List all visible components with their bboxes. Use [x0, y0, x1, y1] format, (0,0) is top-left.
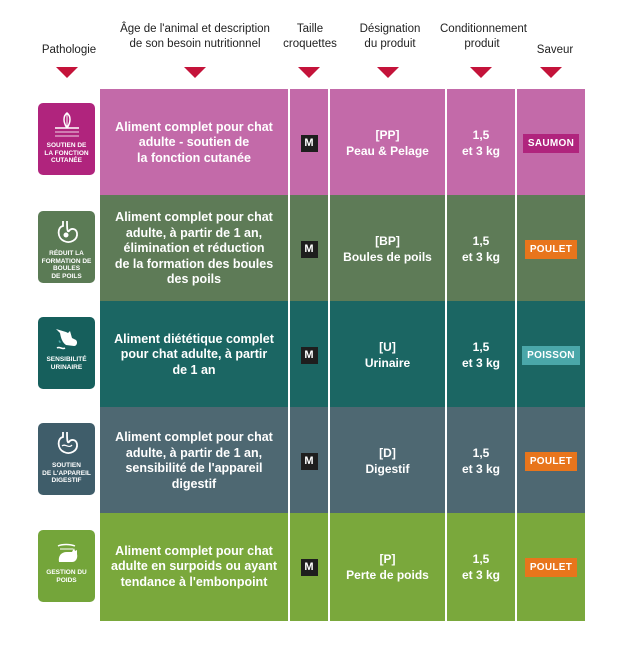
cat-weight-icon: [38, 530, 95, 602]
size-cell: [290, 513, 328, 621]
size-badge: M: [301, 241, 318, 258]
header-pathologie-text: Pathologie: [41, 44, 97, 56]
table-row: [100, 89, 585, 197]
table-row: [100, 407, 585, 515]
flavor-badge: POULET: [525, 452, 577, 471]
header-taille: [282, 22, 338, 52]
packaging: 1,5 et 3 kg: [461, 340, 500, 370]
flavor-cell: [517, 301, 585, 409]
header-conditionnement: [440, 22, 527, 52]
size-badge: M: [301, 135, 318, 152]
flavor-cell: [517, 407, 585, 515]
arrow-down-icon: [56, 67, 78, 78]
product-name: [U] Urinaire: [364, 340, 411, 370]
description: Aliment complet pour chat adulte, à partir de 1 an, sensibilité de l'appareil digestif: [115, 430, 273, 491]
table-row: [100, 195, 585, 303]
header-saveur-text: Saveur: [536, 44, 574, 56]
description: Aliment diététique complet pour chat adulte, à partir de 1 an: [114, 331, 274, 377]
header-age: [115, 22, 275, 52]
header-age-text: Âge de l'animal et description de son besoin nutritionnel: [120, 23, 270, 50]
packaging: 1,5 et 3 kg: [461, 552, 500, 582]
flavor-cell: [517, 195, 585, 303]
flavor-cell: [517, 513, 585, 621]
packaging: 1,5 et 3 kg: [461, 128, 500, 158]
flavor-badge: POULET: [525, 558, 577, 577]
table-row: [100, 301, 585, 409]
size-cell: [290, 89, 328, 197]
stomach-icon: [38, 211, 95, 283]
size-cell: [290, 301, 328, 409]
arrow-down-icon: [184, 67, 206, 78]
header-pathologie: [40, 43, 98, 58]
cat-glyph: [52, 324, 82, 354]
product-name: [BP] Boules de poils: [343, 234, 432, 264]
digestive-icon: [38, 423, 95, 495]
product-name: [D] Digestif: [365, 446, 410, 476]
header-conditionnement-text: Conditionnement produit: [440, 23, 527, 50]
header-designation: [345, 22, 435, 52]
arrow-down-icon: [377, 67, 399, 78]
header-designation-text: Désignation du produit: [359, 23, 421, 50]
product-name: [P] Perte de poids: [346, 552, 429, 582]
arrow-down-icon: [470, 67, 492, 78]
header-saveur: [525, 43, 585, 58]
size-badge: M: [301, 559, 318, 576]
flavor-badge: SAUMON: [523, 134, 579, 153]
stomach-glyph: [53, 218, 81, 248]
flavor-cell: [517, 89, 585, 197]
packaging: 1,5 et 3 kg: [461, 446, 500, 476]
cat-urinary-icon: [38, 317, 95, 389]
icon-label: SOUTIEN DE L'APPAREIL DIGESTIF: [42, 462, 91, 484]
product-name: [PP] Peau & Pelage: [346, 128, 429, 158]
icon-label: RÉDUIT LA FORMATION DE BOULES DE POILS: [41, 250, 92, 280]
size-badge: M: [301, 347, 318, 364]
table-row: [100, 513, 585, 621]
skin-glyph: [53, 110, 81, 140]
flavor-badge: POULET: [525, 240, 577, 259]
size-badge: M: [301, 453, 318, 470]
arrow-down-icon: [540, 67, 562, 78]
digestive-glyph: [53, 430, 81, 460]
size-cell: [290, 407, 328, 515]
icon-label: SENSIBILITÉ URINAIRE: [46, 356, 87, 371]
header-taille-text: Taille croquettes: [283, 23, 337, 50]
description: Aliment complet pour chat adulte - soutien de la fonction cutanée: [115, 119, 273, 165]
cat-weight-glyph: [52, 537, 82, 567]
packaging: 1,5 et 3 kg: [461, 234, 500, 264]
flavor-badge: POISSON: [522, 346, 580, 365]
icon-label: SOUTIEN DE LA FONCTION CUTANÉE: [44, 142, 89, 164]
icon-label: GESTION DU POIDS: [46, 569, 87, 584]
description: Aliment complet pour chat adulte, à partir de 1 an, élimination et réduction de la formation des boules des poils: [114, 210, 274, 287]
arrow-down-icon: [298, 67, 320, 78]
size-cell: [290, 195, 328, 303]
skin-icon: [38, 103, 95, 175]
description: Aliment complet pour chat adulte en surpoids ou ayant tendance à l'embonpoint: [111, 543, 277, 589]
